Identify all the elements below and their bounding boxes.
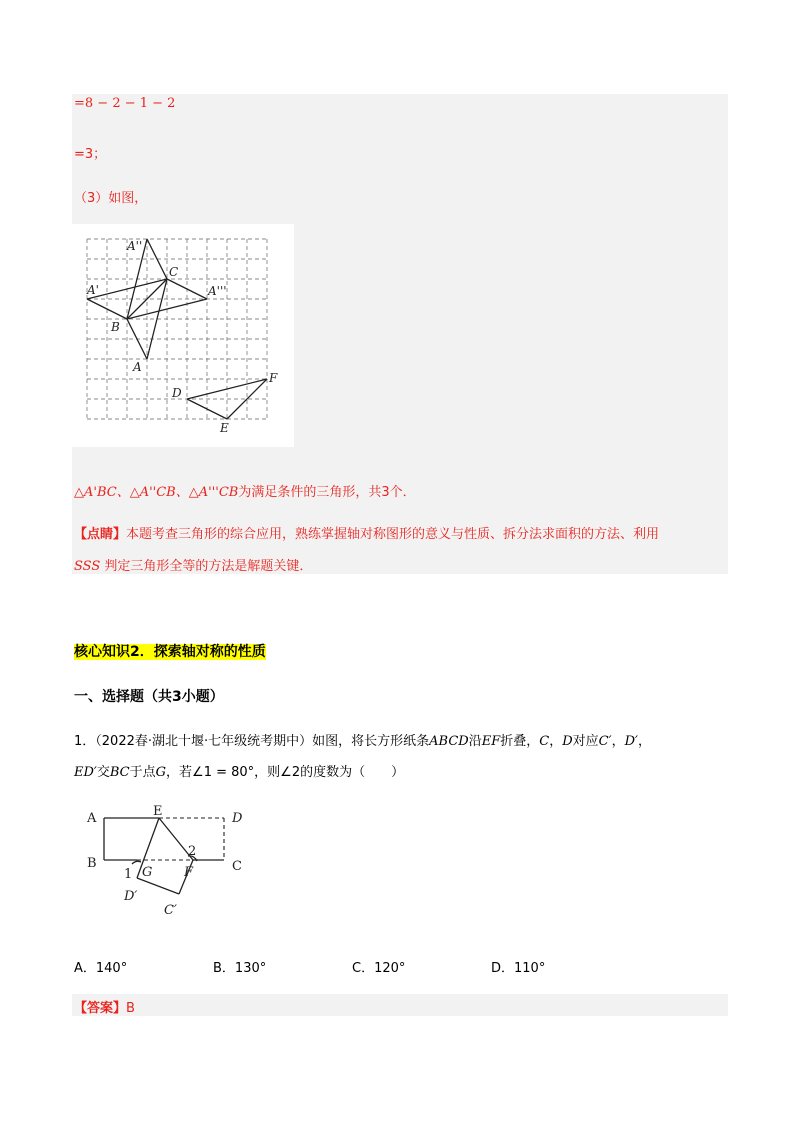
dianjing-line-1: 【点睛】本题考查三角形的综合应用，熟练掌握轴对称图形的意义与性质、拆分法求面积的方法、利用 xyxy=(74,527,660,542)
grid-figure-svg xyxy=(72,224,294,447)
dianjing-tag: 【点睛】 xyxy=(74,527,127,542)
rectangle-dashed xyxy=(137,818,224,860)
fold-label-f: F xyxy=(184,865,194,880)
label-b: B xyxy=(111,320,120,334)
section-heading: 核心知识2．探索轴对称的性质 xyxy=(74,644,266,660)
solution-line-2: =3； xyxy=(74,147,107,162)
dianjing-line-2: SSS 判定三角形全等的方法是解题关键． xyxy=(74,559,313,574)
fold-label-2: 2 xyxy=(188,844,197,859)
solution-line-1: =8 − 2 − 1 − 2 xyxy=(74,96,176,111)
label-a-prime: A' xyxy=(87,283,99,297)
fold-label-a: A xyxy=(87,811,97,826)
fold-label-g: G xyxy=(142,865,153,880)
fold-figure xyxy=(84,802,264,920)
fold-label-c: C xyxy=(232,859,242,874)
fold-label-e: E xyxy=(153,804,163,819)
label-c: C xyxy=(169,265,179,279)
fold-label-d: D xyxy=(232,811,243,826)
fold-label-1: 1 xyxy=(124,867,133,882)
option-c[interactable]: C．120° xyxy=(352,961,406,976)
label-a: A xyxy=(133,360,142,374)
answer-line: 【答案】B xyxy=(74,1001,135,1016)
label-f: F xyxy=(269,371,278,385)
question-line-1: 1．（2022春·湖北十堰·七年级统考期中）如图，将长方形纸条ABCD沿EF折叠，C，D对应C′，D′， xyxy=(74,734,651,749)
option-d[interactable]: D．110° xyxy=(491,961,546,976)
subheading: 一、选择题（共3小题） xyxy=(74,689,224,705)
label-e: E xyxy=(220,421,229,435)
label-a-double-prime: A'' xyxy=(127,239,143,253)
grid-figure xyxy=(72,224,294,447)
fold-label-d-prime: D′ xyxy=(124,889,138,904)
fold-label-c-prime: C′ xyxy=(164,903,177,918)
label-d: D xyxy=(172,386,182,400)
fold-label-b: B xyxy=(87,856,97,871)
option-a[interactable]: A．140° xyxy=(74,961,128,976)
fold-figure-svg xyxy=(84,802,264,920)
question-line-2: ED′交BC于点G，若∠1 = 80°，则∠2的度数为（ ） xyxy=(74,765,405,780)
answer-block xyxy=(72,994,728,1016)
conclusion-line: △A'BC、△A''CB、△A'''CB为满足条件的三角形，共3个． xyxy=(74,485,416,500)
option-b[interactable]: B．130° xyxy=(213,961,267,976)
solution-line-3: （3）如图， xyxy=(74,191,148,206)
label-a-triple-prime: A''' xyxy=(208,284,227,298)
